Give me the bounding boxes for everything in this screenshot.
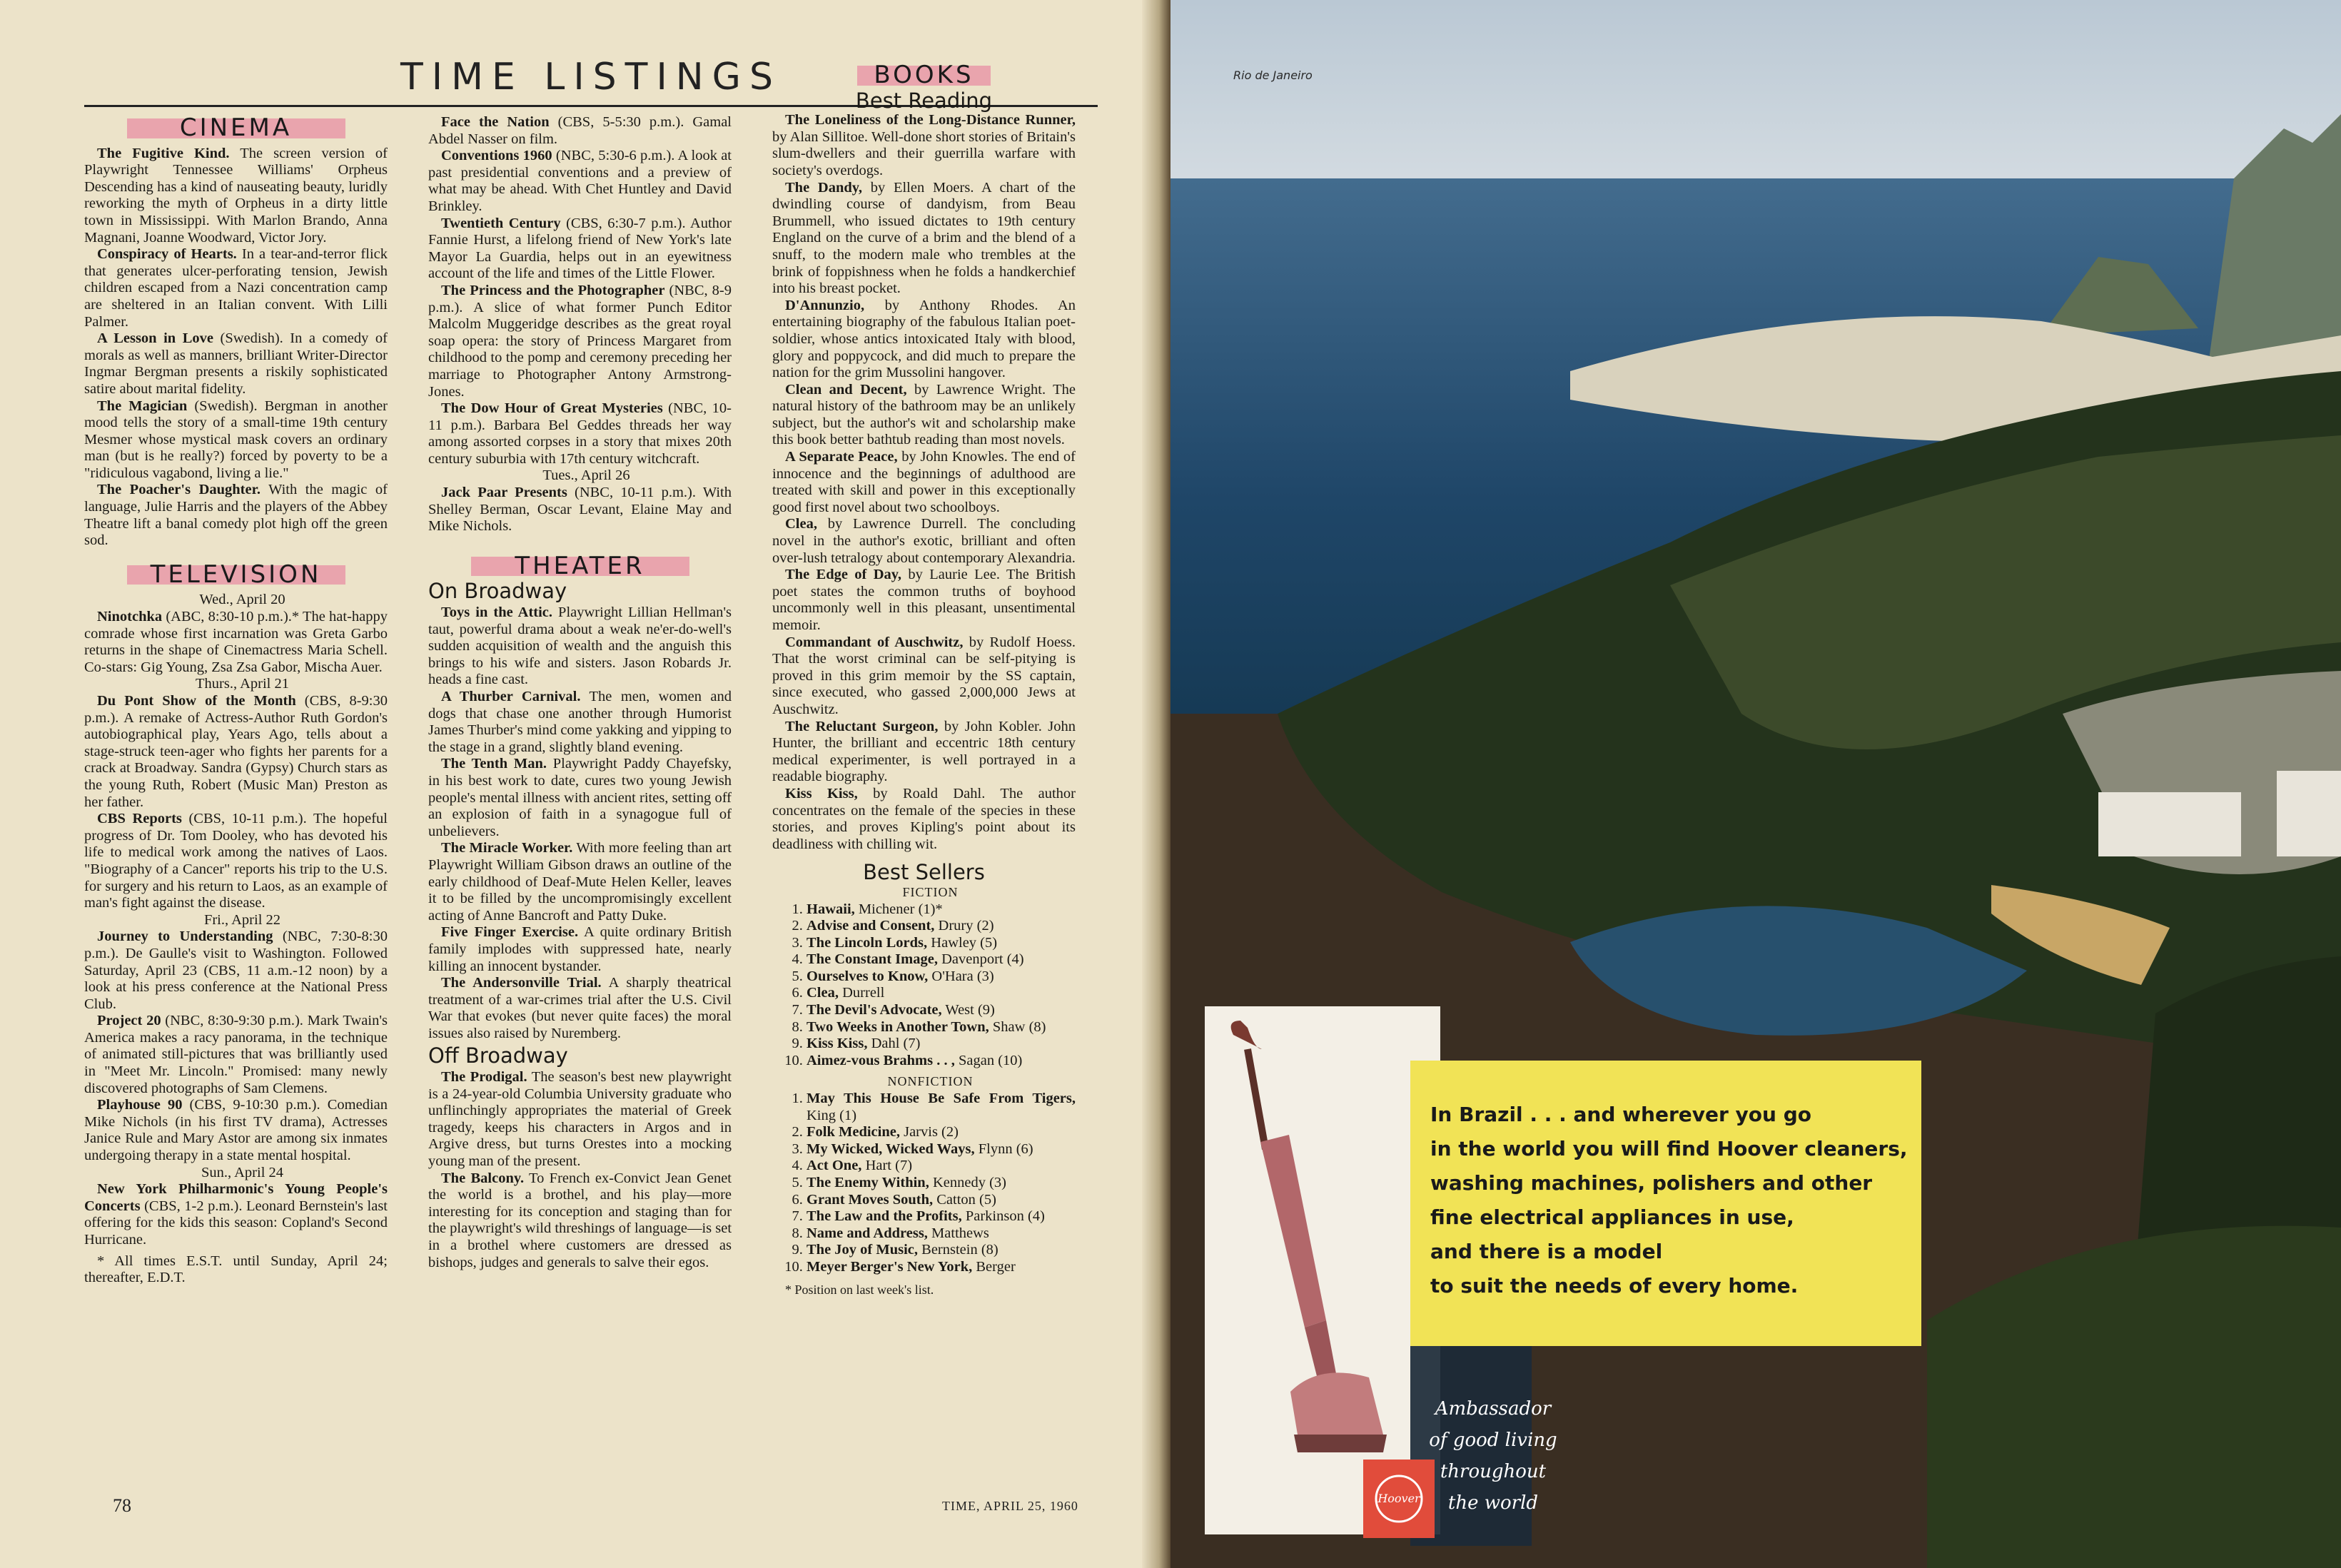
- bestseller-title: Name and Address,: [807, 1225, 928, 1241]
- ad-tagline-line: throughout: [1440, 1461, 1547, 1482]
- best-reading-heading: Best Reading: [855, 88, 993, 113]
- listing-title: A Thurber Carnival.: [441, 689, 581, 704]
- bestseller-author: Sagan (10): [954, 1052, 1023, 1068]
- bestseller-author: Dahl (7): [867, 1036, 921, 1052]
- listing-title: Ninotchka: [97, 609, 163, 625]
- listing-title: Toys in the Attic.: [441, 605, 553, 621]
- bestseller-author: Matthews: [927, 1225, 989, 1241]
- bestseller-title: Meyer Berger's New York,: [807, 1258, 973, 1275]
- listing-description: With the magic of language, Julie Harris and the players of the Abbey Theatre lift a banal comedy plot high off the green sod.: [84, 482, 388, 549]
- tv-date: Wed., April 20: [199, 592, 285, 608]
- tv-date: Sun., April 24: [201, 1164, 284, 1180]
- bestseller-author: Hawley (5): [927, 934, 998, 951]
- listing-description: (Swedish). Bergman in another mood tells the story of a small-time 19th century Mesmer whose mystical mask covers an ordinary man (but is he really?) forced by poverty to be a "ridiculous vagabond, living a lie.": [84, 398, 388, 481]
- listing-entry: [84, 693, 388, 811]
- bestseller-author: Kennedy (3): [929, 1175, 1006, 1190]
- ad-copy-line: and there is a model: [1430, 1240, 1663, 1263]
- listing-title: Clea,: [785, 516, 817, 532]
- on-broadway-listings: [428, 605, 732, 1042]
- listing-entry: [772, 634, 1076, 719]
- listing-title: Conspiracy of Hearts.: [97, 246, 237, 263]
- listing-entry: [84, 398, 388, 482]
- listing-description: Playwright Paddy Chayefsky, in his best work to date, cures two young Jewish people's mental illness with ancient rites, setting off an explosion of faith in a synagogue full of unbelievers.: [428, 756, 732, 839]
- bestseller-author: Hart (7): [861, 1158, 913, 1174]
- ad-copy-line: fine electrical appliances in use,: [1430, 1205, 1794, 1229]
- listing-title: The Fugitive Kind.: [97, 145, 230, 161]
- bestseller-entry: [807, 1192, 1076, 1209]
- listing-entry: [428, 756, 732, 840]
- listing-title: The Balcony.: [441, 1170, 525, 1186]
- listing-entry: [84, 609, 388, 676]
- bestseller-author: Durrell: [838, 985, 885, 1001]
- bestseller-title: The Joy of Music,: [807, 1242, 919, 1258]
- page-number: 78: [113, 1495, 131, 1516]
- bestseller-author: Drury (2): [934, 918, 994, 934]
- listing-entry: [84, 146, 388, 247]
- listing-entry: [428, 283, 732, 400]
- off-broadway-heading: Off Broadway: [428, 1043, 568, 1068]
- listing-description: Playwright Lillian Hellman's taut, powerful drama about a weak ne'er-do-well's sudden acquisition of wealth and the anguish this brings to his wife and sisters. Jason Robards Jr. heads a fine cast.: [428, 605, 732, 688]
- listing-entry: [84, 1013, 388, 1097]
- bestseller-entry: [807, 1225, 1076, 1243]
- page-title: TIME LISTINGS: [400, 56, 782, 98]
- listing-entry: [84, 1097, 388, 1164]
- listing-description: (NBC, 8-9 p.m.). A slice of what former Punch Editor Malcolm Muggeridge describes as the great royal soap opera: the story of Princess Margaret from childhood to the pomp and ceremony preceding her marriage to Photographer Antony Armstrong-Jones.: [428, 282, 732, 400]
- listing-entry: [428, 605, 732, 689]
- listing-title: D'Annunzio,: [785, 297, 865, 313]
- bestseller-title: Hawaii,: [807, 901, 855, 917]
- nonfiction-label: NONFICTION: [887, 1074, 974, 1089]
- bestseller-entry: [807, 1002, 1076, 1019]
- bestseller-title: Clea,: [807, 985, 839, 1001]
- bestseller-title: The Enemy Within,: [807, 1175, 929, 1190]
- column-2: [428, 114, 732, 1271]
- listing-description: A sharply theatrical treatment of a war-crimes trial after the U.S. Civil War that evokes (but never quite faces) the moral issues also raised by Nuremberg.: [428, 975, 732, 1041]
- bestseller-title: Two Weeks in Another Town,: [807, 1018, 989, 1035]
- listing-title: The Andersonville Trial.: [441, 975, 602, 991]
- listing-description: by Rudolf Hoess. That the worst criminal can be self-pitying is proved in this grim memoir by the SS captain, since executed, who gassed 2,000,000 Jews at Auschwitz.: [772, 634, 1076, 717]
- tv-date: Thurs., April 21: [196, 676, 289, 692]
- listing-description: (NBC, 8:30-9:30 p.m.). Mark Twain's America makes a racy panorama, in the technique of animated still-pictures that was brilliantly used in "Meet Mr. Lincoln." Promised: many newly discovered photographs of Sam Clemens.: [84, 1013, 388, 1096]
- bestseller-entry: [807, 985, 1076, 1002]
- listing-title: Five Finger Exercise.: [441, 924, 579, 941]
- listing-title: Face the Nation: [441, 114, 550, 130]
- bestseller-entry: [807, 1259, 1076, 1276]
- listing-entry: [84, 482, 388, 549]
- bestseller-author: Parkinson (4): [961, 1208, 1045, 1225]
- bestseller-author: Davenport (4): [937, 951, 1024, 968]
- ad-copy-line: In Brazil . . . and wherever you go: [1430, 1103, 1811, 1126]
- ad-product-panel: [1205, 1006, 1440, 1534]
- listing-title: The Miracle Worker.: [441, 840, 573, 856]
- bestseller-author: O'Hara (3): [928, 968, 994, 984]
- listing-description: (Swedish). In a comedy of morals as well as manners, brilliant Writer-Director Ingmar Bergman presents a riskily sophisticated satire about marital fidelity.: [84, 330, 388, 397]
- bestseller-entry: [807, 1019, 1076, 1036]
- bestseller-author: Shaw (8): [989, 1018, 1046, 1035]
- listing-description: (CBS, 1-2 p.m.). Leonard Bernstein's last offering for the kids this season: Copland's Second Hurricane.: [84, 1198, 388, 1248]
- bestseller-entry: [807, 1158, 1076, 1175]
- listing-title: CBS Reports: [97, 811, 182, 827]
- listing-description: by Lawrence Wright. The natural history of the bathroom may be an unlikely subject, but the author's wit and scholarship make this book better bathtub reading than most novels.: [772, 381, 1076, 448]
- listing-description: by John Kobler. John Hunter, the brilliant and eccentric 18th century medical experimenter, is well portrayed in a readable biography.: [772, 718, 1076, 785]
- ad-tagline-line: Ambassador: [1435, 1398, 1552, 1420]
- listing-description: by Lawrence Durrell. The concluding novel in the author's exotic, brilliant and often over-lush tetralogy about contemporary Alexandria.: [772, 516, 1076, 566]
- listing-title: Kiss Kiss,: [785, 785, 858, 801]
- column-3: [772, 61, 1076, 1298]
- listing-title: A Separate Peace,: [785, 449, 898, 465]
- listing-title: Twentieth Century: [441, 215, 561, 231]
- television-listings-tues: [428, 485, 732, 535]
- nonfiction-list: [772, 1091, 1076, 1276]
- listing-entry: [428, 975, 732, 1042]
- tv-date: Fri., April 22: [203, 911, 281, 928]
- bestseller-entry: [807, 918, 1076, 935]
- listing-title: The Reluctant Surgeon,: [785, 718, 939, 734]
- vacuum-cleaner-illustration: [1205, 1006, 1440, 1534]
- bestseller-entry: [807, 1175, 1076, 1192]
- listing-description: A quite ordinary British family implodes with suppressed hate, nearly killing an innocent bystander.: [428, 924, 732, 974]
- bestseller-entry: [807, 1091, 1076, 1124]
- ad-copy-line: in the world you will find Hoover cleaners,: [1430, 1137, 1908, 1160]
- listing-title: The Prodigal.: [441, 1069, 527, 1086]
- bestseller-entry: [807, 1053, 1076, 1070]
- ad-copy: [1430, 1098, 1908, 1303]
- listing-entry: [428, 485, 732, 535]
- listing-entry: [84, 246, 388, 330]
- listing-description: by Ellen Moers. A chart of the dwindling course of dandyism, from Beau Brummell, who issued dictates to 19th century England on the curve of a brim and the blend of a snuff, to the modern male who trembles at the brink of foppishness when he folds a handkerchief into his breast pocket.: [772, 179, 1076, 297]
- ad-copy-panel: [1410, 1061, 1921, 1346]
- bestseller-title: Aimez-vous Brahms . . ,: [807, 1052, 955, 1068]
- bestseller-title: My Wicked, Wicked Ways,: [807, 1140, 975, 1157]
- listing-title: Playhouse 90: [97, 1097, 183, 1113]
- bestseller-author: Michener (1)*: [854, 901, 943, 917]
- listing-description: The season's best new playwright is a 24-year-old Columbia University graduate who unflinchingly appropriates the material of Greek tragedy, keeps his characters in Argos and in Argive dress, but turns Orestes into a mocking young man of the present.: [428, 1069, 732, 1170]
- listing-title: The Dandy,: [785, 179, 863, 196]
- listing-title: Jack Paar Presents: [441, 485, 567, 501]
- right-page-advertisement: [1170, 0, 2341, 1568]
- fiction-list: [772, 901, 1076, 1070]
- tv-date-tues: Tues., April 26: [542, 467, 630, 484]
- ad-tagline: [1422, 1393, 1564, 1519]
- listing-title: Commandant of Auschwitz,: [785, 634, 964, 650]
- ad-tagline-line: of good living: [1429, 1430, 1557, 1451]
- bestseller-author: Catton (5): [933, 1191, 996, 1208]
- bestseller-author: King (1): [807, 1107, 857, 1123]
- listing-description: The men, women and dogs that chase one another through Humorist James Thurber's mind come yakking and yipping to the stage in a grand, slightly bland evening.: [428, 689, 732, 755]
- binding-gutter: [1142, 0, 1170, 1568]
- listing-entry: [772, 516, 1076, 567]
- listing-entry: [84, 1181, 388, 1248]
- listing-entry: [428, 840, 732, 924]
- bestseller-title: Ourselves to Know,: [807, 968, 929, 984]
- on-broadway-heading: On Broadway: [428, 579, 567, 604]
- books-heading: BOOKS: [857, 66, 991, 86]
- listing-description: The screen version of Playwright Tennessee Williams' Orpheus Descending has a kind of nauseating beauty, luridly reworking the myth of Orpheus in a dirty little town in Mississippi. With Marlon Brando, Anna Magnani, Joanne Woodward, Victor Jory.: [84, 145, 388, 246]
- bestseller-entry: [807, 1036, 1076, 1053]
- listing-entry: [772, 567, 1076, 634]
- listing-title: Clean and Decent,: [785, 381, 907, 398]
- bestseller-title: Kiss Kiss,: [807, 1036, 868, 1052]
- listing-entry: [428, 400, 732, 467]
- hoover-logo-text: Hoover: [1377, 1492, 1420, 1505]
- bestseller-entry: [807, 935, 1076, 952]
- listing-entry: [428, 924, 732, 975]
- left-page: [0, 0, 1162, 1568]
- bestseller-title: The Devil's Advocate,: [807, 1002, 942, 1018]
- television-listings: [84, 592, 388, 1248]
- listing-title: New York Philharmonic's Young People's Concerts: [84, 1181, 388, 1214]
- listing-description: With more feeling than art Playwright William Gibson draws an outline of the early childhood of Deaf-Mute Helen Keller, leaves it to be filled by the uncompromisingly excellent acting of Anne Bancroft and Patty Duke.: [428, 840, 732, 924]
- listing-title: Journey to Understanding: [97, 929, 273, 945]
- hoover-logo: [1363, 1460, 1435, 1538]
- ad-tagline-line: the world: [1447, 1492, 1539, 1514]
- listing-description: (NBC, 7:30-8:30 p.m.). De Gaulle's visit to Washington. Followed Saturday, April 23 (CBS, 11 a.m.-12 noon) by a look at his press conference at the National Press Club.: [84, 929, 388, 1012]
- listing-description: (CBS, 5-5:30 p.m.). Gamal Abdel Nasser on film.: [428, 114, 732, 147]
- column-1: [84, 114, 388, 1287]
- bestseller-title: May This House Be Safe From Tigers,: [807, 1091, 1076, 1107]
- listing-entry: [772, 786, 1076, 853]
- listing-title: Conventions 1960: [441, 148, 552, 164]
- listing-title: A Lesson in Love: [97, 330, 213, 347]
- bestseller-entry: [807, 1141, 1076, 1158]
- listing-entry: [428, 148, 732, 215]
- fiction-label: FICTION: [902, 884, 959, 899]
- listing-entry: [84, 811, 388, 912]
- bestseller-note: * Position on last week's list.: [785, 1282, 934, 1297]
- listing-title: The Loneliness of the Long-Distance Runner,: [785, 112, 1076, 128]
- listing-title: The Edge of Day,: [785, 567, 902, 583]
- listing-entry: [772, 382, 1076, 449]
- bestseller-entry: [807, 1208, 1076, 1225]
- listing-title: The Dow Hour of Great Mysteries: [441, 400, 663, 417]
- listing-entry: [84, 929, 388, 1013]
- bestseller-entry: [807, 1242, 1076, 1259]
- bestseller-author: Bernstein (8): [918, 1242, 998, 1258]
- listing-entry: [84, 330, 388, 398]
- listing-description: by Anthony Rhodes. An entertaining biography of the fabulous Italian poet-soldier, whose antics intoxicated Italy with blood, glory and poppycock, and did much to prepare the nation for the grim Mussolini hangover.: [772, 297, 1076, 381]
- listing-title: The Magician: [97, 398, 188, 414]
- bestseller-title: Folk Medicine,: [807, 1124, 900, 1140]
- photo-caption: Rio de Janeiro: [1233, 69, 1313, 82]
- bestseller-author: West (9): [941, 1002, 995, 1018]
- listing-description: In a tear-and-terror flick that generates ulcer-perforating tension, Jewish children escaped from a Nazi concentration camp are sheltered in an Italian convent. With Lilli Palmer.: [84, 246, 388, 330]
- listing-entry: [772, 298, 1076, 382]
- listing-entry: [428, 1069, 732, 1170]
- listing-description: by John Knowles. The end of innocence and the beginnings of adulthood are treated with skill and power in this exceptionally good first novel about two schoolboys.: [772, 449, 1076, 515]
- bestseller-author: Berger: [972, 1258, 1016, 1275]
- listing-description: by Roald Dahl. The author concentrates on the female of the species in these stories, and proves Kipling's point about its deadliness with chilling wit.: [772, 785, 1076, 852]
- listing-description: by Alan Sillitoe. Well-done short stories of Britain's slum-dwellers and their guerrilla warfare with society's overdogs.: [772, 128, 1076, 178]
- issue-line: TIME, APRIL 25, 1960: [942, 1499, 1078, 1513]
- listing-entry: [428, 114, 732, 148]
- bestseller-entry: [807, 1124, 1076, 1141]
- television-listings-cont: [428, 114, 732, 467]
- listing-entry: [772, 112, 1076, 179]
- bestseller-entry: [807, 901, 1076, 919]
- cinema-listings: [84, 146, 388, 550]
- listing-entry: [772, 719, 1076, 786]
- television-heading: TELEVISION: [127, 565, 345, 585]
- listing-title: Du Pont Show of the Month: [97, 693, 296, 709]
- listing-description: To French ex-Convict Jean Genet the world is a brothel, and his play—more interesting for its conception and staging than for the playwright's wild threshings of language—is set in a brothel where customers are dressed as bishops, judges and generals to salve their egos.: [428, 1170, 732, 1270]
- bestseller-title: The Constant Image,: [807, 951, 938, 968]
- listing-description: (NBC, 10-11 p.m.). Barbara Bel Geddes threads her way among assorted corpses in a story that mixes 20th century suburbia with 17th century witchcraft.: [428, 400, 732, 467]
- listing-description: by Laurie Lee. The British poet states the common truths of boyhood uncommonly well in this pleasant, unsentimental memoir.: [772, 567, 1076, 633]
- bestseller-title: The Lincoln Lords,: [807, 934, 928, 951]
- listing-entry: [428, 216, 732, 283]
- ad-copy-line: to suit the needs of every home.: [1430, 1274, 1799, 1298]
- listing-description: (NBC, 5:30-6 p.m.). A look at past presidential conventions and a preview of what may be ahead. With Chet Huntley and David Brinkley.: [428, 148, 732, 214]
- listing-description: (NBC, 10-11 p.m.). With Shelley Berman, Oscar Levant, Elaine May and Mike Nichols.: [428, 485, 732, 535]
- listing-title: The Tenth Man.: [441, 756, 547, 772]
- bestseller-title: Grant Moves South,: [807, 1191, 934, 1208]
- listing-entry: [772, 449, 1076, 516]
- listing-title: The Princess and the Photographer: [441, 282, 665, 298]
- listing-entry: [772, 180, 1076, 298]
- bestseller-author: Jarvis (2): [899, 1124, 959, 1140]
- listing-title: Project 20: [97, 1013, 161, 1029]
- bestseller-title: Act One,: [807, 1158, 862, 1174]
- listing-title: The Poacher's Daughter.: [97, 482, 261, 498]
- listing-description: (CBS, 9-10:30 p.m.). Comedian Mike Nichols (in his first TV drama), Actresses Janice Rule and Mary Astor are among six inmates undergoing therapy in a state mental hospital.: [84, 1097, 388, 1164]
- ad-copy-line: washing machines, polishers and other: [1430, 1171, 1873, 1195]
- bestseller-title: Advise and Consent,: [807, 918, 935, 934]
- listing-description: (ABC, 8:30-10 p.m.).* The hat-happy comrade whose first incarnation was Greta Garbo returns in the shape of Cinemactress Maria Schell. Co-stars: Gig Young, Zsa Zsa Gabor, Mischa Auer.: [84, 609, 388, 675]
- best-sellers-heading: Best Sellers: [863, 860, 985, 885]
- theater-heading: THEATER: [471, 557, 689, 577]
- listing-description: (CBS, 6:30-7 p.m.). Author Fannie Hurst, a lifelong friend of New York's late Mayor La Guardia, helps out in an eyewitness account of the life and times of the Little Flower.: [428, 215, 732, 282]
- listing-entry: [428, 1170, 732, 1272]
- off-broadway-listings: [428, 1069, 732, 1271]
- listing-description: (CBS, 8-9:30 p.m.). A remake of Actress-Author Ruth Gordon's autobiographical play, Years Ago, tells about a stage-struck teen-ager who fights her parents for a crack at Broadway. Sandra (Gypsy) Church stars as the young Ruth, Robert (Music Man) Preston as her father.: [84, 693, 388, 810]
- listing-entry: [428, 689, 732, 756]
- bestseller-entry: [807, 968, 1076, 986]
- bestseller-entry: [807, 951, 1076, 968]
- best-reading-listings: [772, 112, 1076, 853]
- times-note: * All times E.S.T. until Sunday, April 24; thereafter, E.D.T.: [84, 1253, 388, 1286]
- cinema-heading: CINEMA: [127, 118, 345, 138]
- bestseller-title: The Law and the Profits,: [807, 1208, 962, 1225]
- bestseller-author: Flynn (6): [974, 1140, 1033, 1157]
- listing-description: (CBS, 10-11 p.m.). The hopeful progress of Dr. Tom Dooley, who has devoted his life to medical work among the natives of Laos. "Biography of a Cancer" reports his trip to the U.S. for surgery and his return to Laos, as an example of man's fight against the disease.: [84, 811, 388, 911]
